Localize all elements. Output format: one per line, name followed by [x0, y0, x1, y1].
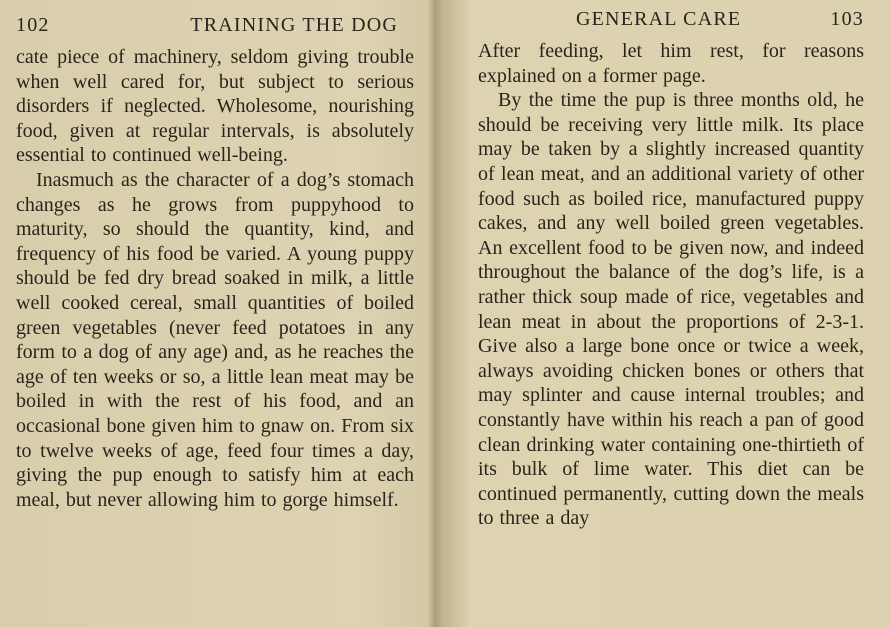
left-running-title: TRAINING THE DOG: [190, 14, 398, 36]
left-paragraph-2: Inasmuch as the character of a dog’s stomach changes as he grows from puppyhood to maturity, so should the quantity, kind, and frequency of his food be varied. A young puppy should be fed dry bread soaked in milk, a little well cooked cereal, small quantities of boiled green vegetables (never feed potatoes in any form to a dog of any age) and, as he reaches the age of ten weeks or so, a little lean meat may be boiled in with the rest of his food, and an occasional bone given him to gnaw on. From six to twelve weeks of age, feed four times a day, giving the pup enough to satisfy him at each meal, but never allowing him to gorge himself.: [16, 168, 414, 511]
left-page-number: 102: [16, 14, 50, 36]
right-page-body: [478, 39, 864, 531]
left-page: [0, 0, 432, 627]
right-page-number: 103: [830, 8, 864, 30]
right-running-head: [478, 4, 864, 34]
left-paragraph-1: cate piece of machinery, seldom giving trouble when well cared for, but subject to serious disorders if neglected. Wholesome, nourishing food, given at regular intervals, is absolutely essential to continued well-being.: [16, 46, 414, 167]
right-paragraph-1: After feeding, let him rest, for reasons explained on a former page.: [478, 40, 864, 87]
right-page: [432, 0, 890, 627]
left-page-body: [16, 45, 414, 512]
right-running-title: GENERAL CARE: [576, 8, 742, 30]
right-paragraph-2: By the time the pup is three months old, he should be receiving very little milk. Its place may be taken by a slightly increased quantity of lean meat, and an additional variety of other food such as boiled rice, manufactured puppy cakes, and any well boiled green vegetables. An excellent food to be given now, and indeed throughout the balance of the dog’s life, is a rather thick soup made of rice, vegetables and lean meat in about the proportions of 2-3-1. Give also a large bone once or twice a week, always avoiding chicken bones or others that may splinter and cause internal troubles; and constantly have within his reach a pan of good clean drinking water containing one-thirtieth of its bulk of lime water. This diet can be continued permanently, cutting down the meals to three a day: [478, 89, 864, 530]
left-running-head: [16, 10, 414, 40]
